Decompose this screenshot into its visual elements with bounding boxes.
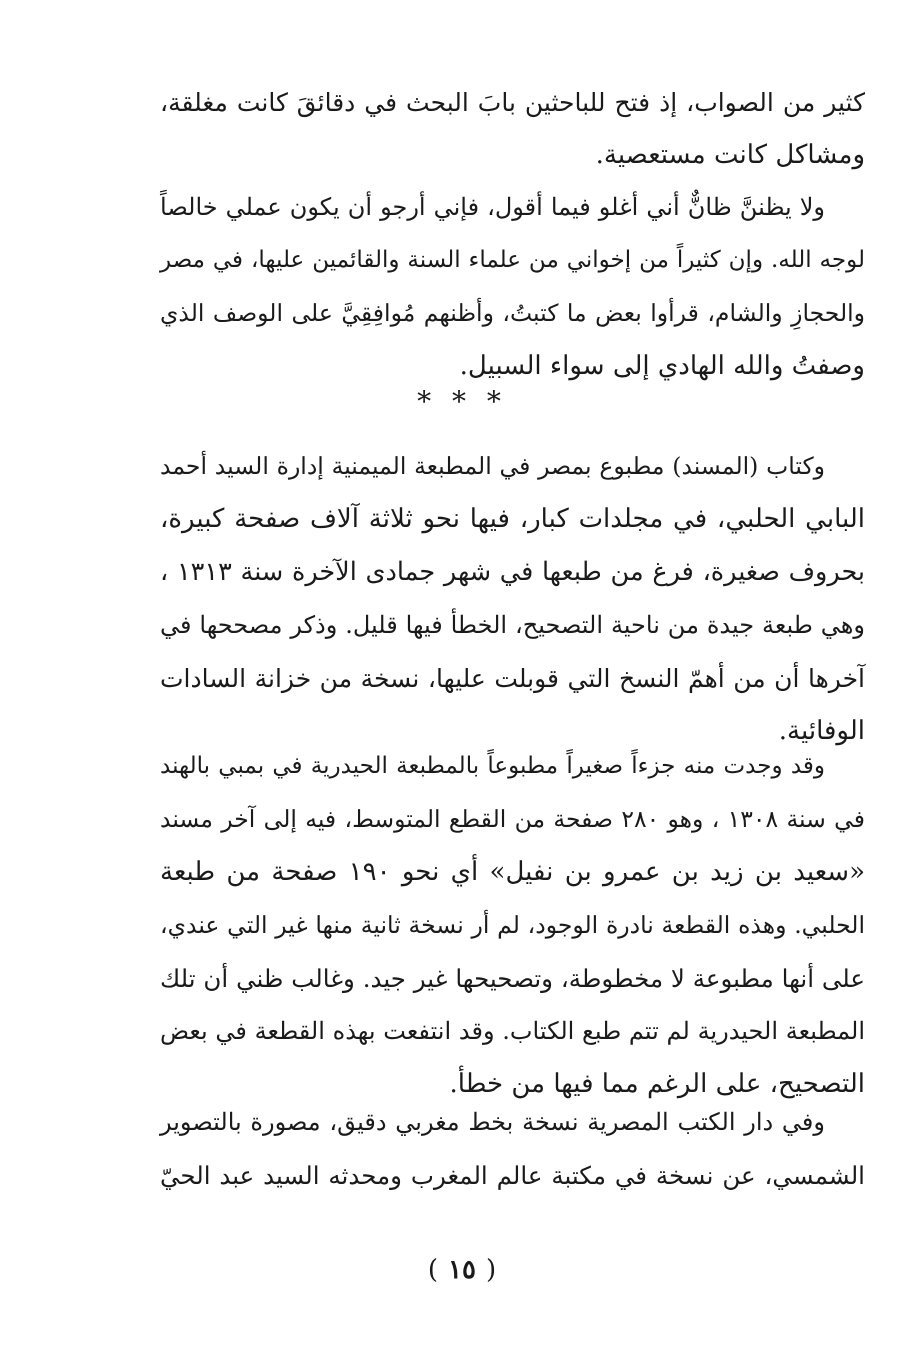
- text-line: المطبعة الحيدرية لم تتم طبع الكتاب. وقد انتفعت بهذه القطعة في بعض: [160, 1017, 865, 1045]
- text-line: «سعيد بن زيد بن عمرو بن نفيل» أي نحو ١٩٠ صفحة من طبعة: [160, 857, 865, 887]
- page-number-open-paren: (: [485, 1255, 497, 1285]
- paragraph-1: [160, 76, 865, 182]
- text-line: الشمسي، عن نسخة في مكتبة عالم المغرب ومحدثه السيد عبد الحيّ: [160, 1161, 865, 1190]
- section-separator: * * *: [417, 385, 507, 418]
- paragraph-3: [160, 440, 865, 758]
- text-line: وقد وجدت منه جزءاً صغيراً مطبوعاً بالمطبعة الحيدرية في بمبي بالهند: [160, 753, 825, 779]
- page-number-value: ١٥: [448, 1255, 476, 1285]
- text-line: كثير من الصواب، إذ فتح للباحثين بابَ البحث في دقائقَ كانت مغلقة،: [160, 88, 865, 117]
- text-line: بحروف صغيرة، فرغ من طبعها في شهر جمادى الآخرة سنة ١٣١٣ ،: [160, 557, 865, 587]
- text-line: والحجازِ والشام، قرأوا بعض ما كتبتُ، وأظنهم مُوافِقِيَّ على الوصف الذي: [160, 299, 865, 327]
- text-line: ومشاكل كانت مستعصية.: [595, 140, 865, 170]
- text-line: ولا يظننَّ ظانٌّ أني أغلو فيما أقول، فإني أرجو أن يكون عملي خالصاً: [160, 193, 825, 221]
- paragraph-2: [160, 181, 865, 393]
- text-line: آخرها أن من أهمّ النسخ التي قوبلت عليها، نسخة من خزانة السادات: [160, 664, 865, 693]
- text-line: وفي دار الكتب المصرية نسخة بخط مغربي دقيق، مصورة بالتصوير: [160, 1108, 825, 1136]
- text-line: التصحيح، على الرغم مما فيها من خطأ.: [449, 1069, 865, 1099]
- text-line: وهي طبعة جيدة من ناحية التصحيح، الخطأ فيها قليل. وذكر مصححها في: [160, 611, 865, 639]
- paragraph-4: [160, 740, 865, 1111]
- page-number-close-paren: ): [427, 1255, 439, 1285]
- page-number: [0, 1255, 924, 1285]
- text-line: وكتاب (المسند) مطبوع بمصر في المطبعة الميمنية إدارة السيد أحمد: [160, 452, 825, 480]
- text-line: على أنها مطبوعة لا مخطوطة، وتصحيحها غير جيد. وغالب ظني أن تلك: [160, 964, 865, 993]
- paragraph-5: [160, 1096, 865, 1202]
- text-line: الوفائية.: [778, 716, 865, 746]
- text-line: وصفتُ والله الهادي إلى سواء السبيل.: [459, 351, 865, 381]
- text-line: البابي الحلبي، في مجلدات كبار، فيها نحو ثلاثة آلاف صفحة كبيرة،: [160, 504, 865, 534]
- text-line: في سنة ١٣٠٨ ، وهو ٢٨٠ صفحة من القطع المتوسط، فيه إلى آخر مسند: [160, 805, 865, 833]
- text-line: لوجه الله. وإن كثيراً من إخواني من علماء السنة والقائمين عليها، في مصر: [160, 247, 865, 273]
- text-line: الحلبي. وهذه القطعة نادرة الوجود، لم أر نسخة ثانية منها غير التي عندي،: [160, 911, 865, 939]
